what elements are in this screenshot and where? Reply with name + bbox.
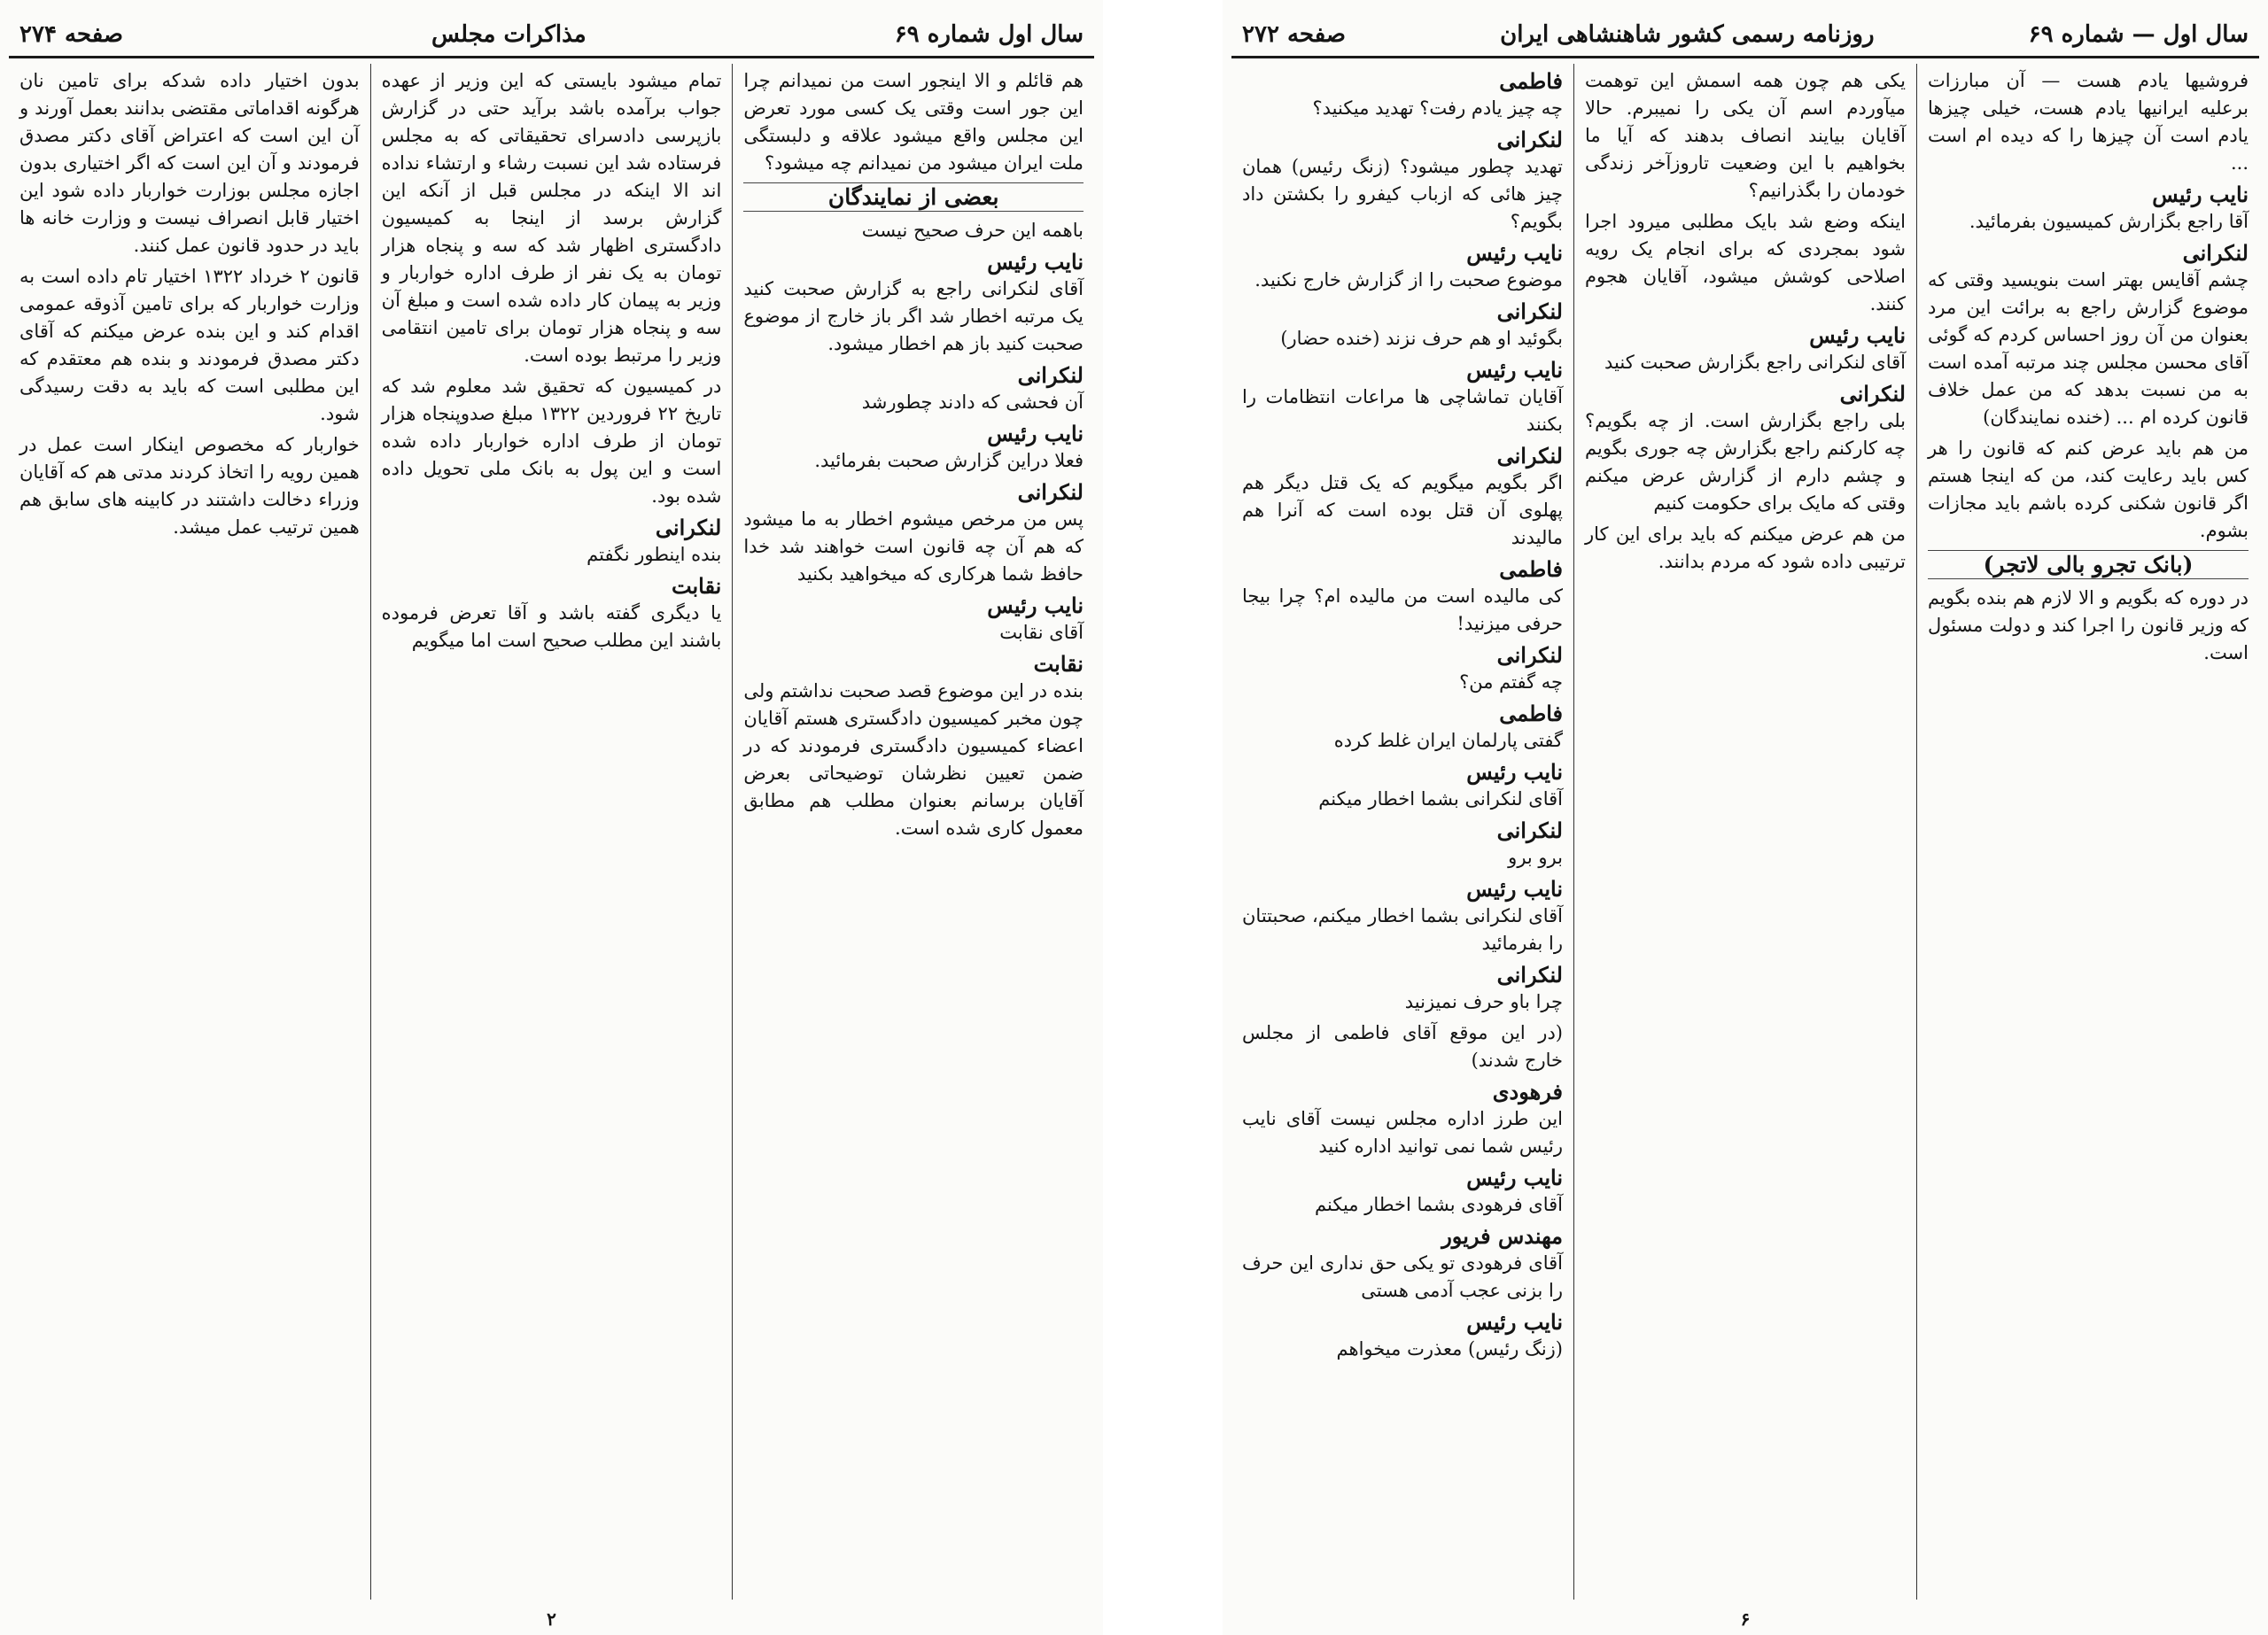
left-page (0, 0, 1103, 1635)
speaker-name: لنکرانی (1017, 479, 1084, 505)
paragraph: بنده در این موضوع قصد صحبت نداشتم ولی چون مخبر کمیسیون دادگستری هستم آقایان اعضاء کمیسیون دادگستری فرمودند که در ضمن تعیین نظرشان توضیحاتی بعرض آقایان برسانم بعنوان مطلب هم مطابق معمول کاری شده است. (743, 680, 1084, 839)
paragraph: تمام میشود بایستی که این وزیر از عهده جواب برآمده باشد برآید حتی در گزارش بازپرسی دادسرای تحقیقاتی که به مجلس فرستاده شد این نسبت رشاء و ارتشاء نداده اند الا اینکه در مجلس قبل از آنکه این گزارش برسد از اینجا به کمیسیون دادگستری اظهار شد که سه و پنجاه هزار تومان به یک نفر از طرف اداره خواربار و وزیر به پیمان کار داده شده است و مبلغ آن سه و پنجاه هزار تومان برای تامین انتقامی وزیر را مرتبط بوده است. (381, 70, 722, 366)
speaker-name: لنکرانی (1496, 298, 1563, 324)
paragraph: آقای لنکرانی بشما اخطار میکنم، صحبتتان را بفرمائید (1242, 905, 1563, 954)
speaker-name: لنکرانی (1496, 127, 1563, 152)
paragraph: چه گفتم من؟ (1459, 671, 1563, 693)
speaker-name: لنکرانی (2182, 240, 2249, 266)
paragraph: فعلا دراین گزارش صحبت بفرمائید. (814, 450, 1084, 471)
paragraph: در کمیسیون که تحقیق شد معلوم شد که تاریخ ۲۲ فروردین ۱۳۲۲ مبلغ صدوپنجاه هزار تومان از طرف اداره خواربار داده شده است و این پول به بانک ملی تحویل داده شده بود. (381, 376, 722, 507)
speaker-name: نایب رئیس (1466, 759, 1563, 785)
paragraph: من هم عرض میکنم که باید برای این کار ترتیبی داده شود که مردم بدانند. (1585, 523, 1906, 572)
paragraph: هم قائلم و الا اینجور است من نمیدانم چرا این جور است وقتی یک کسی مورد تعرض این مجلس واقع میشود علاقه و دلبستگی ملت ایران میشود من نمیدانم چه میشود؟ (743, 70, 1084, 174)
speaker-name: لنکرانی (1839, 381, 1906, 407)
speaker-name: لنکرانی (1496, 443, 1563, 469)
paragraph: (زنگ رئیس) معذرت میخواهم (1336, 1338, 1563, 1360)
paragraph: آقای لنکرانی بشما اخطار میکنم (1318, 788, 1563, 810)
issue-number: سال اول شماره ۶۹ (894, 20, 1084, 48)
paragraph: (در این موقع آقای فاطمی از مجلس خارج شدند) (1242, 1022, 1563, 1071)
speaker-name: فاطمی (1499, 701, 1563, 726)
paragraph: این طرز اداره مجلس نیست آقای نایب رئیس شما نمی توانید اداره کنید (1242, 1108, 1563, 1157)
speaker-name: نایب رئیس (987, 421, 1084, 446)
text-column (1573, 64, 1916, 1600)
paragraph: آقای لنکرانی راجع به گزارش صحبت کنید یک مرتبه اخطار شد اگر باز خارج از موضوع صحبت کنید باز هم اخطار میشود. (743, 278, 1084, 354)
paragraph: من هم باید عرض کنم که قانون را هر کس باید رعایت کند، من که اینجا هستم اگر قانون شکنی کرده باشم باید مجازات بشوم. (1928, 438, 2249, 541)
paragraph: بلی راجع بگزارش است. از چه بگویم؟ چه کارکنم راجع بگزارش چه جوری بگویم و چشم دارم از گزارش عرض میکنم وقتی که مایک برای حکومت کنیم (1585, 410, 1906, 514)
speaker-name: مهندس فریور (1441, 1223, 1563, 1249)
text-column (732, 64, 1094, 1600)
page-footer-number: ۶ (1740, 1608, 1751, 1630)
paragraph: برو برو (1508, 847, 1563, 868)
paragraph: یا دیگری گفته باشد و آقا تعرض فرموده باشند این مطلب صحیح است اما میگویم (381, 602, 722, 651)
section-subheading: بعضی از نمایندگان (743, 182, 1084, 212)
right-page (1223, 0, 2268, 1635)
page-footer-number: ۲ (547, 1608, 556, 1630)
speaker-name: فاطمی (1499, 556, 1563, 582)
speaker-name: نایب رئیس (987, 593, 1084, 618)
paragraph: آقای فرهودی تو یکی حق نداری این حرف را بزنی عجب آدمی هستی (1242, 1252, 1563, 1301)
text-column (370, 64, 733, 1600)
page-number: صفحه ۲۷۲ (1242, 20, 1346, 48)
page-header (9, 12, 1094, 58)
paragraph: بنده اینطور نگفتم (586, 544, 722, 565)
section-subheading: (بانک تجرو بالی لاتجر) (1928, 550, 2249, 579)
speaker-name: نایب رئیس (987, 249, 1084, 275)
paragraph: پس من مرخص میشوم اخطار به ما میشود که هم آن چه قانون است خواهند شد خدا حافظ شما هرکاری که میخواهید بکنید (743, 508, 1084, 585)
paragraph: خواربار که مخصوص اینکار است عمل در همین رویه را اتخاذ کردند مدتی هم که آقایان وزراء دخالت داشتند در کابینه های سابق هم همین ترتیب عمل میشد. (19, 434, 360, 538)
speaker-name: لنکرانی (1017, 362, 1084, 388)
issue-number: سال اول — شماره ۶۹ (2028, 20, 2249, 48)
speaker-name: لنکرانی (1496, 818, 1563, 843)
paragraph: فروشیها یادم هست — آن مبارزات برعلیه ایرانیها یادم هست، خیلی چیزها یادم است آن چیزها را که دیده ام است ... (1928, 70, 2249, 174)
page-gutter (1103, 0, 1223, 1635)
speaker-name: لنکرانی (1496, 962, 1563, 988)
paragraph: بگوئید او هم حرف نزند (خنده حضار) (1280, 328, 1563, 349)
paragraph: آقا راجع بگزارش کمیسیون بفرمائید. (1969, 211, 2249, 232)
text-column (9, 64, 370, 1600)
paragraph: اینکه وضع شد بایک مطلبی میرود اجرا شود بمجردی که برای انجام یک رویه اصلاحی کوشش میشود، آقایان هجوم کنند. (1585, 211, 1906, 314)
speaker-name: لنکرانی (655, 515, 722, 540)
text-columns (9, 64, 1094, 1600)
page-number: صفحه ۲۷۴ (19, 20, 123, 48)
text-column (1231, 64, 1573, 1600)
paragraph: گفتی پارلمان ایران غلط کرده (1333, 730, 1563, 751)
section-title: مذاکرات مجلس (431, 20, 586, 48)
speaker-name: نایب رئیس (1466, 1165, 1563, 1190)
paragraph: آن فحشی که دادند چطورشد (861, 391, 1084, 413)
section-title: روزنامه رسمی کشور شاهنشاهی ایران (1500, 20, 1875, 48)
paragraph: یکی هم چون همه اسمش این توهمت میآوردم اسم آن یکی را نمیبرم. حالا آقایان بیایند انصاف بدهند که آیا ما بخواهیم با این وضعیت تاروزآخر زندگی خودمان را بگذرانیم؟ (1585, 70, 1906, 201)
speaker-name: نایب رئیس (1809, 322, 1906, 348)
page-header (1231, 12, 2259, 58)
paragraph: بدون اختیار داده شدکه برای تامین نان هرگونه اقداماتی مقتضی بدانند بعمل آورند و آن این است که اعتراض آقای دکتر مصدق فرمودند و آن این است که اگر اختیاری بدون اجازه مجلس بوزارت خواربار داده شود این اختیار قابل انصراف نیست و وزارت خانه ها باید در حدود قانون عمل کنند. (19, 70, 360, 256)
speaker-name: نایب رئیس (1466, 876, 1563, 902)
paragraph: آقایان تماشاچی ها مراعات انتظامات را بکنند (1242, 386, 1563, 435)
speaker-name: نایب رئیس (1466, 357, 1563, 383)
paragraph: چشم آقایس بهتر است بنویسید وقتی که موضوع گزارش راجع به برائت این مرد بعنوان من آن روز احساس کردم که گوئی آقای محسن مجلس چند مرتبه آمده است به من نسبت بدهد که من عمل خلاف قانون کرده ام ... (خنده نمایندگان) (1928, 269, 2249, 428)
speaker-name: نایب رئیس (2152, 182, 2249, 207)
paragraph: آقای فرهودی بشما اخطار میکنم (1315, 1194, 1563, 1215)
paragraph: قانون ۲ خرداد ۱۳۲۲ اختیار تام داده است به وزارت خواربار که برای تامین آذوقه عمومی اقدام کند و این بنده عرض میکنم که آقای دکتر مصدق فرمودند و بنده هم معتقدم که این مطلبی است که باید به دقت رسیدگی شود. (19, 266, 360, 424)
paragraph: تهدید چطور میشود؟ (زنگ رئیس) همان چیز هائی که ازباب کیفرو را بکشتن داد بگویم؟ (1242, 156, 1563, 232)
paragraph: در دوره که بگویم و الا لازم هم بنده بگویم که وزیر قانون را اجرا کند و دولت مسئول است. (1928, 587, 2249, 663)
speaker-name: لنکرانی (1496, 642, 1563, 668)
paragraph: باهمه این حرف صحیح نیست (861, 220, 1084, 241)
paragraph: آقای لنکرانی راجع بگزارش صحبت کنید (1604, 352, 1906, 373)
speaker-name: نقابت (671, 573, 722, 599)
paragraph: موضوع صحبت را از گزارش خارج نکنید. (1254, 269, 1563, 291)
paragraph: چه چیز یادم رفت؟ تهدید میکنید؟ (1312, 97, 1563, 119)
paragraph: کی مالیده است من مالیده ام؟ چرا بیجا حرفی میزنید! (1242, 585, 1563, 634)
speaker-name: فرهودی (1492, 1079, 1563, 1104)
text-column (1916, 64, 2259, 1600)
speaker-name: فاطمی (1499, 68, 1563, 94)
paragraph: آقای نقابت (999, 622, 1084, 643)
text-columns (1231, 64, 2259, 1600)
speaker-name: نقابت (1033, 651, 1084, 677)
paragraph: اگر بگویم میگویم که یک قتل دیگر هم پهلوی آن قتل بوده است که آنرا هم مالیدند (1242, 472, 1563, 548)
paragraph: چرا باو حرف نمیزنید (1404, 991, 1563, 1012)
speaker-name: نایب رئیس (1466, 1309, 1563, 1335)
speaker-name: نایب رئیس (1466, 240, 1563, 266)
